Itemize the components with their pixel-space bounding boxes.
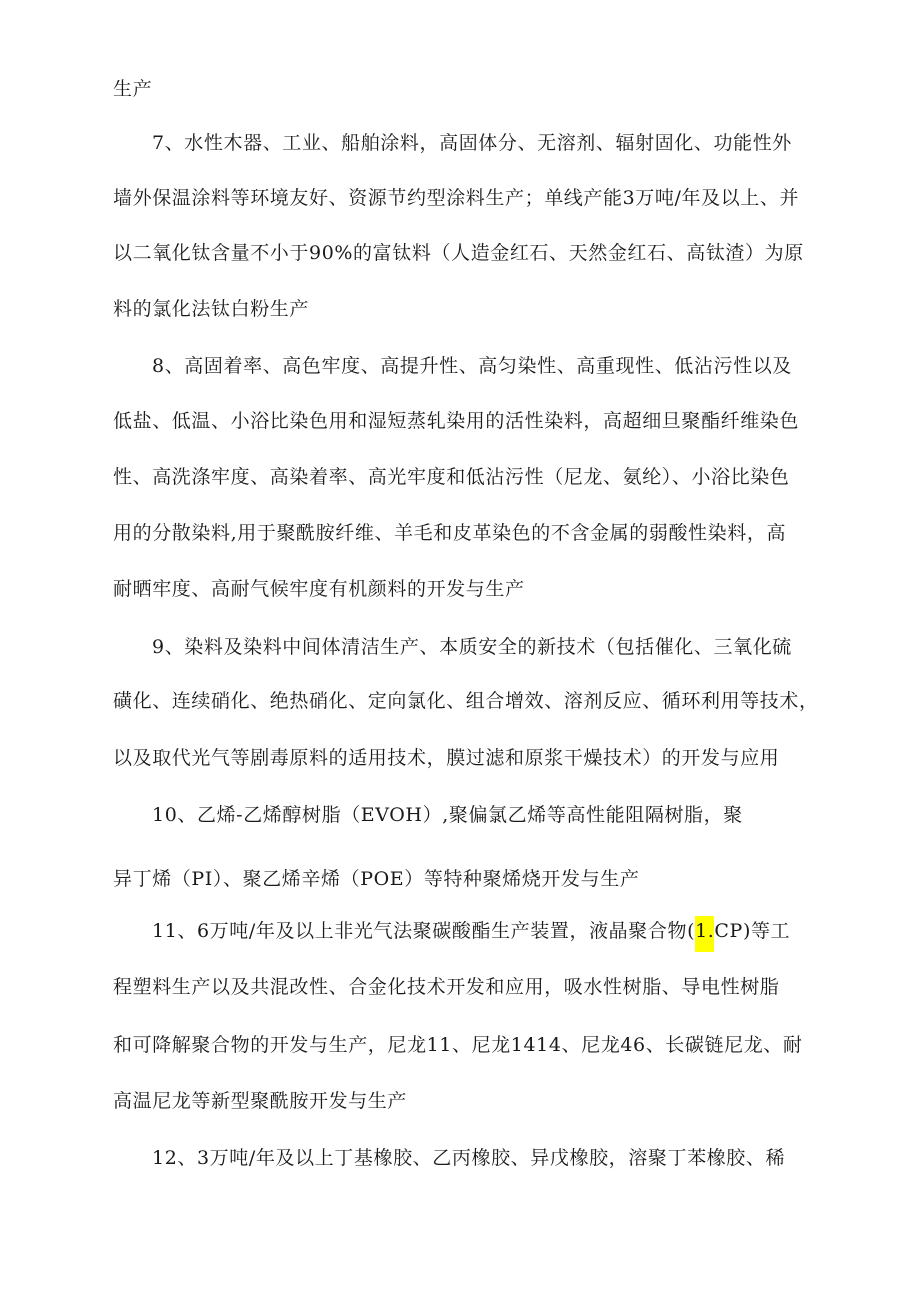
text-line: 异丁烯（PI）、聚乙烯辛烯（POE）等特种聚烯烧开发与生产 (113, 868, 640, 890)
text-line: 以二氧化钛含量不小于90%的富钛料（人造金红石、天然金红石、高钛渣）为原 (113, 242, 804, 264)
text-line: 用的分散染料,用于聚酰胺纤维、羊毛和皮革染色的不含金属的弱酸性染料，高 (113, 522, 787, 544)
highlighted-text: 1. (695, 916, 714, 952)
text-line: 高温尼龙等新型聚酰胺开发与生产 (113, 1090, 408, 1112)
text-line: 性、高洗涤牢度、高染着率、高光牢度和低沾污性（尼龙、氨纶）、小浴比染色 (113, 466, 790, 488)
text-segment: CP)等工 (714, 920, 791, 942)
text-line: 8、高固着率、高色牢度、高提升性、高匀染性、高重现性、低沾污性以及 (152, 355, 792, 377)
text-line: 耐晒牢度、高耐气候牢度有机颜料的开发与生产 (113, 578, 525, 600)
text-line: 生产 (113, 78, 153, 100)
text-line: 10、乙烯-乙烯醇树脂（EVOH）,聚偏氯乙烯等高性能阻隔树脂，聚 (152, 804, 743, 826)
text-line: 12、3万吨/年及以上丁基橡胶、乙丙橡胶、异戊橡胶，溶聚丁苯橡胶、稀 (152, 1147, 786, 1169)
text-segment: 11、6万吨/年及以上非光气法聚碳酸酯生产装置，液晶聚合物( (152, 920, 696, 942)
text-line: 程塑料生产以及共混改性、合金化技术开发和应用，吸水性树脂、导电性树脂 (113, 976, 780, 998)
text-line: 和可降解聚合物的开发与生产，尼龙11、尼龙1414、尼龙46、长碳链尼龙、耐 (113, 1034, 803, 1056)
text-line: 磺化、连续硝化、绝热硝化、定向氯化、组合增效、溶剂反应、循环利用等技术， (113, 690, 819, 712)
text-line: 料的氯化法钛白粉生产 (113, 298, 310, 320)
text-line-with-highlight (152, 918, 790, 952)
text-line: 低盐、低温、小浴比染色用和湿短蒸轧染用的活性染料，高超细旦聚酯纤维染色 (113, 410, 800, 432)
text-line: 9、染料及染料中间体清洁生产、本质安全的新技术（包括催化、三氧化硫 (152, 636, 792, 658)
text-line: 以及取代光气等剧毒原料的适用技术，膜过滤和原浆干燥技术）的开发与应用 (113, 747, 780, 769)
text-line: 墙外保温涂料等环境友好、资源节约型涂料生产；单线产能3万吨/年及以上、并 (113, 187, 800, 209)
text-line: 7、水性木器、工业、船舶涂料，高固体分、无溶剂、辐射固化、功能性外 (152, 132, 792, 154)
